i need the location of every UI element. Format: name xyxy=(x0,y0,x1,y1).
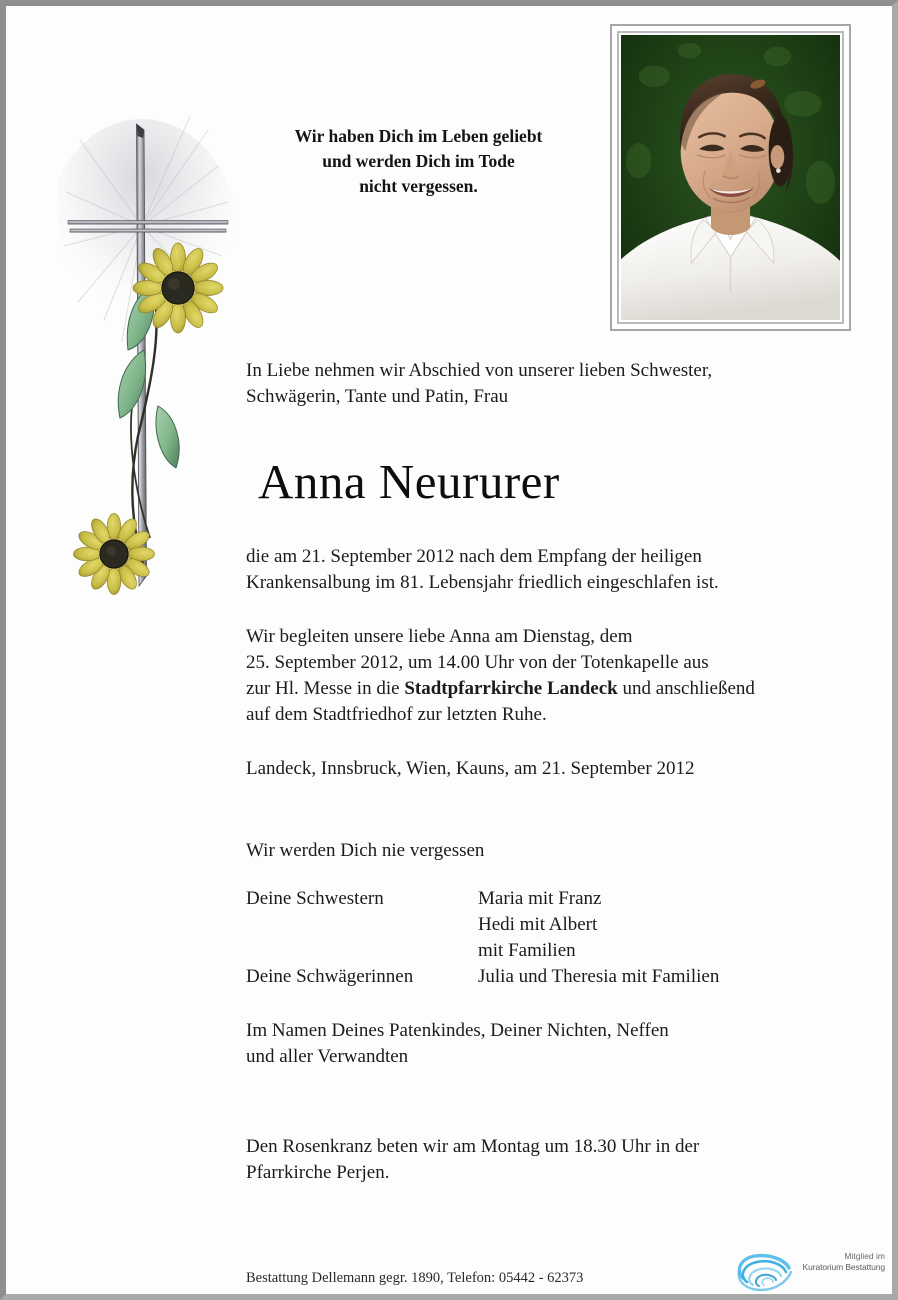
mourner-names: Julia und Theresia mit Familien xyxy=(478,966,720,987)
mourners-heading: Wir werden Dich nie vergessen xyxy=(246,840,485,861)
closing-line-2: und aller Verwandten xyxy=(246,1046,409,1067)
funeral-line-4: auf dem Stadtfriedhof zur letzten Ruhe. xyxy=(246,704,547,725)
funeral-line-1: Wir begleiten unsere liebe Anna am Dienstag, dem xyxy=(246,626,633,647)
verse-line-1: Wir haben Dich im Leben geliebt xyxy=(294,126,543,146)
mourner-row xyxy=(246,938,719,964)
funeral-line-3-suffix: und anschließend xyxy=(617,678,755,699)
logo-line-1: Mitglied im xyxy=(844,1251,885,1261)
death-line-1: die am 21. September 2012 nach dem Empfang der heiligen xyxy=(246,546,702,567)
mourner-row xyxy=(246,886,719,912)
portrait-inner-rule xyxy=(617,31,844,324)
funeral-details xyxy=(246,624,861,728)
memorial-verse xyxy=(246,124,591,199)
deceased-name: Anna Neururer xyxy=(258,454,560,509)
mourner-row xyxy=(246,964,719,990)
rosary-notice xyxy=(246,1134,861,1186)
mourner-row xyxy=(246,912,719,938)
mourner-names: mit Familien xyxy=(478,940,576,961)
places-and-date: Landeck, Innsbruck, Wien, Kauns, am 21. September 2012 xyxy=(246,758,695,779)
announcement-body xyxy=(246,358,861,1186)
kuratorium-bestattung-logo xyxy=(733,1246,885,1294)
verse-line-3: nicht vergessen. xyxy=(359,176,478,196)
portrait-frame xyxy=(610,24,851,331)
swirl-icon xyxy=(733,1248,805,1294)
rosary-line-1: Den Rosenkranz beten wir am Montag um 18.30 Uhr in der xyxy=(246,1136,700,1157)
cross-with-sunflowers-illustration xyxy=(58,106,238,606)
church-name: Stadtpfarrkirche Landeck xyxy=(404,678,618,699)
funeral-line-3-prefix: zur Hl. Messe in die xyxy=(246,678,405,699)
intro-text xyxy=(246,358,861,410)
closing-relatives xyxy=(246,1018,861,1070)
portrait-photo xyxy=(621,35,840,320)
cross-illustration-svg xyxy=(58,106,238,606)
mourner-names: Hedi mit Albert xyxy=(478,914,598,935)
death-line-2: Krankensalbung im 81. Lebensjahr friedlich eingeschlafen ist. xyxy=(246,572,719,593)
mourner-relation xyxy=(246,912,478,938)
mourner-relation: Deine Schwägerinnen xyxy=(246,966,414,987)
undertaker-footer: Bestattung Dellemann gegr. 1890, Telefon: 05442 - 62373 xyxy=(246,1270,584,1286)
closing-line-1: Im Namen Deines Patenkindes, Deiner Nichten, Neffen xyxy=(246,1020,669,1041)
rosary-line-2: Pfarrkirche Perjen. xyxy=(246,1162,390,1183)
card-inner-surface xyxy=(6,6,892,1294)
death-details xyxy=(246,544,861,596)
mourner-relation: Deine Schwestern xyxy=(246,888,384,909)
mourner-names: Maria mit Franz xyxy=(478,888,602,909)
intro-line-2: Schwägerin, Tante und Patin, Frau xyxy=(246,386,509,407)
mourners-list xyxy=(246,886,719,990)
kuratorium-logo-text xyxy=(801,1251,885,1273)
mourner-relation xyxy=(246,938,478,964)
logo-line-2: Kuratorium Bestattung xyxy=(802,1262,885,1272)
intro-line-1: In Liebe nehmen wir Abschied von unserer lieben Schwester, xyxy=(246,360,713,381)
verse-line-2: und werden Dich im Tode xyxy=(322,151,515,171)
funeral-line-2: 25. September 2012, um 14.00 Uhr von der Totenkapelle aus xyxy=(246,652,709,673)
